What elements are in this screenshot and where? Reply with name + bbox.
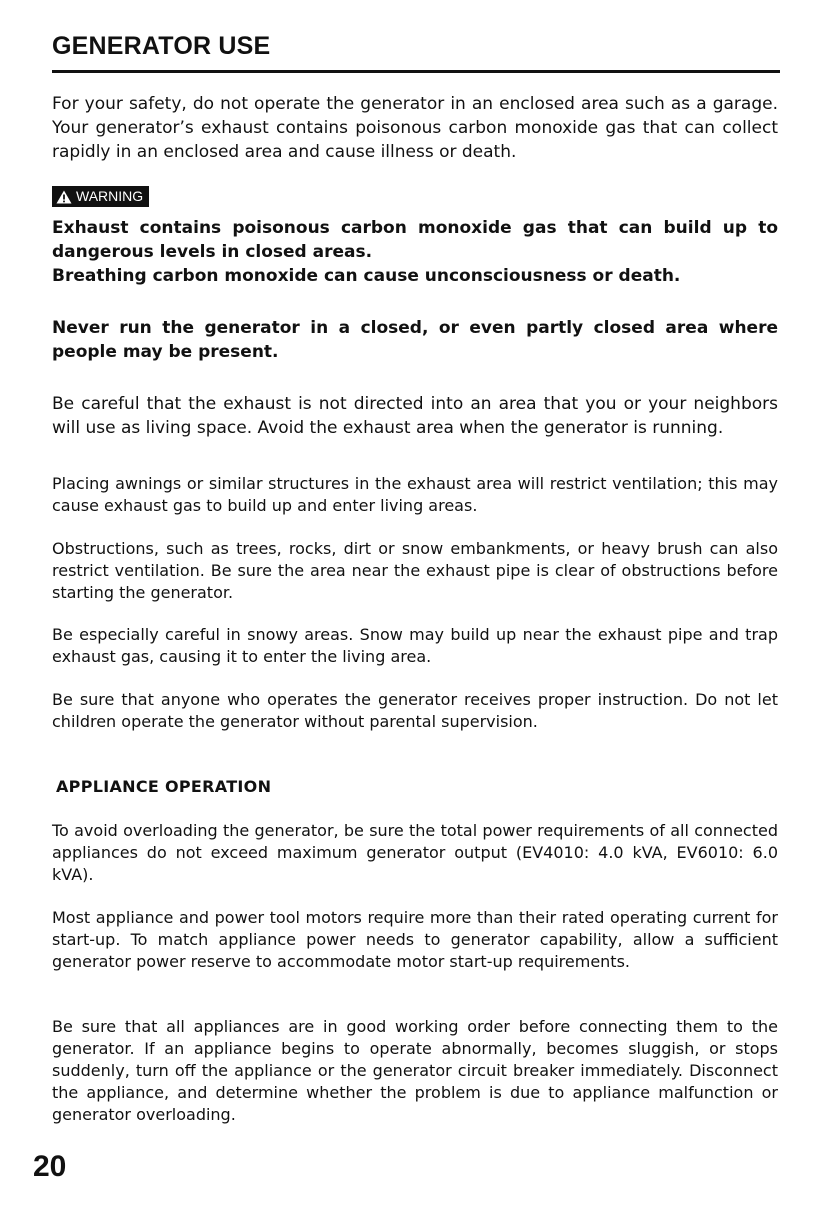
startup-paragraph: Most appliance and power tool motors require more than their rated operating current for start-up. To match appliance power needs to generator capability, allow a sufficient generator power reserve to accommodate motor start-up requirements. — [52, 908, 778, 971]
title-rule — [52, 70, 780, 73]
warning-badge — [52, 186, 149, 207]
snowy-paragraph: Be especially careful in snowy areas. Snow may build up near the exhaust pipe and trap exhaust gas, causing it to enter the living area. — [52, 625, 778, 666]
warning-label: WARNING — [76, 188, 144, 204]
overload-paragraph: To avoid overloading the generator, be sure the total power requirements of all connected appliances do not exceed maximum generator output (EV4010: 4.0 kVA, EV6010: 6.0 kVA). — [52, 821, 778, 884]
warning-triangle-icon — [56, 190, 72, 204]
awnings-paragraph: Placing awnings or similar structures in the exhaust area will restrict ventilation; this may cause exhaust gas to build up and enter living areas. — [52, 474, 778, 515]
warning-breathing-text: Breathing carbon monoxide can cause unconsciousness or death. — [52, 266, 681, 286]
obstructions-paragraph: Obstructions, such as trees, rocks, dirt or snow embankments, or heavy brush can also restrict ventilation. Be sure the area near the exhaust pipe is clear of obstructions before starting the generator. — [52, 539, 778, 602]
working-order-paragraph: Be sure that all appliances are in good working order before connecting them to the generator. If an appliance begins to operate abnormally, becomes sluggish, or stops suddenly, turn off the appliance or the generator circuit breaker immediately. Disconnect the appliance, and determine whether the problem is due to appliance malfunction or generator overloading. — [52, 1017, 778, 1124]
careful-exhaust-paragraph: Be careful that the exhaust is not directed into an area that you or your neighbors will use as living space. Avoid the exhaust area when the generator is running. — [52, 394, 778, 438]
warning-never-run-text: Never run the generator in a closed, or even partly closed area where people may be present. — [52, 318, 778, 362]
page-title: GENERATOR USE — [52, 32, 271, 60]
appliance-operation-heading: APPLIANCE OPERATION — [56, 777, 272, 796]
warning-exhaust-text: Exhaust contains poisonous carbon monoxide gas that can build up to dangerous levels in closed areas. — [52, 218, 778, 262]
page-number: 20 — [33, 1150, 67, 1183]
instruction-paragraph: Be sure that anyone who operates the generator receives proper instruction. Do not let children operate the generator without parental supervision. — [52, 690, 778, 731]
intro-paragraph: For your safety, do not operate the generator in an enclosed area such as a garage. Your generator’s exhaust contains poisonous carbon monoxide gas that can collect rapidly in an enclosed area and cause illness or death. — [52, 94, 778, 162]
